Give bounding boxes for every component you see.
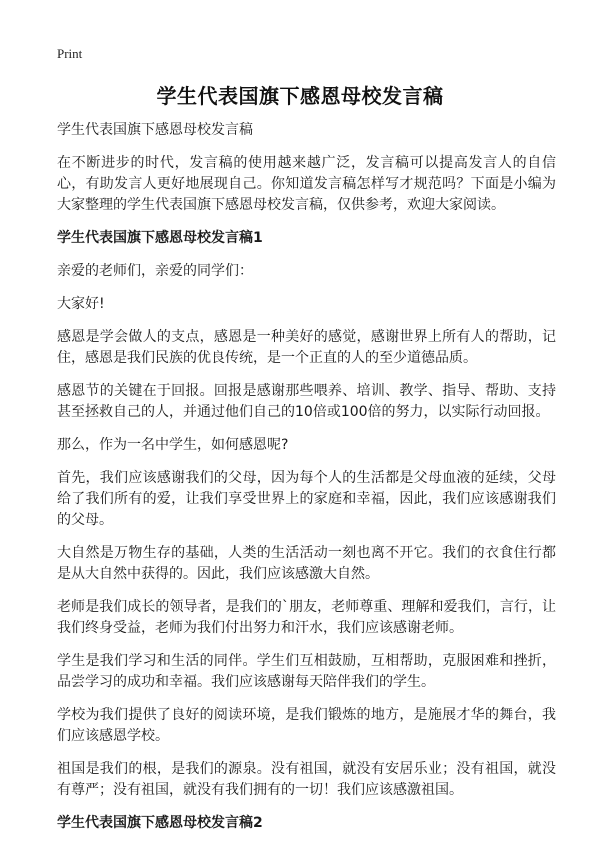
- paragraph: 学校为我们提供了良好的阅读环境，是我们锻炼的地方，是施展才华的舞台，我们应该感恩学校。: [57, 707, 556, 744]
- paragraph: 那么，作为一名中学生，如何感恩呢?: [57, 437, 289, 453]
- section-heading-1: 学生代表国旗下感恩母校发言稿1: [57, 230, 263, 246]
- paragraph: 老师是我们成长的领导者，是我们的`朋友，老师尊重、理解和爱我们，言行，让我们终身受益，老师为我们付出努力和汗水，我们应该感谢老师。: [57, 599, 556, 636]
- paragraph: 亲爱的老师们，亲爱的同学们：: [57, 263, 253, 279]
- print-link[interactable]: Print: [57, 46, 83, 61]
- page-title: 学生代表国旗下感恩母校发言稿: [156, 84, 444, 108]
- paragraph: 祖国是我们的根，是我们的源泉。没有祖国，就没有安居乐业；没有祖国，就没有尊严；没有祖国，就没有我们拥有的一切！我们应该感激祖国。: [57, 761, 556, 798]
- article-body: [57, 120, 556, 846]
- paragraph: 大家好!: [57, 296, 105, 312]
- paragraph: 大自然是万物生存的基础，人类的生活活动一刻也离不开它。我们的衣食住行都是从大自然中获得的。因此，我们应该感激大自然。: [57, 545, 556, 582]
- article-subtitle: 学生代表国旗下感恩母校发言稿: [57, 122, 253, 138]
- paragraph: 感恩是学会做人的支点，感恩是一种美好的感觉，感谢世界上所有人的帮助，记住，感恩是我们民族的优良传统，是一个正直的人的至少道德品质。: [57, 329, 556, 366]
- paragraph: 感恩节的关键在于回报。回报是感谢那些喂养、培训、教学、指导、帮助、支持甚至拯救自己的人，并通过他们自己的10倍或100倍的努力，以实际行动回报。: [57, 383, 556, 420]
- paragraph: 首先，我们应该感谢我们的父母，因为每个人的生活都是父母血液的延续，父母给了我们所有的爱，让我们享受世界上的家庭和幸福，因此，我们应该感谢我们的父母。: [57, 470, 556, 528]
- intro-paragraph: 在不断进步的时代，发言稿的使用越来越广泛，发言稿可以提高发言人的自信心，有助发言人更好地展现自己。你知道发言稿怎样写才规范吗？下面是小编为大家整理的学生代表国旗下感恩母校发言稿，仅供参考，欢迎大家阅读。: [57, 155, 556, 213]
- section-heading-2: 学生代表国旗下感恩母校发言稿2: [57, 815, 263, 831]
- paragraph: 学生是我们学习和生活的同伴。学生们互相鼓励，互相帮助，克服困难和挫折，品尝学习的成功和幸福。我们应该感谢每天陪伴我们的学生。: [57, 653, 556, 690]
